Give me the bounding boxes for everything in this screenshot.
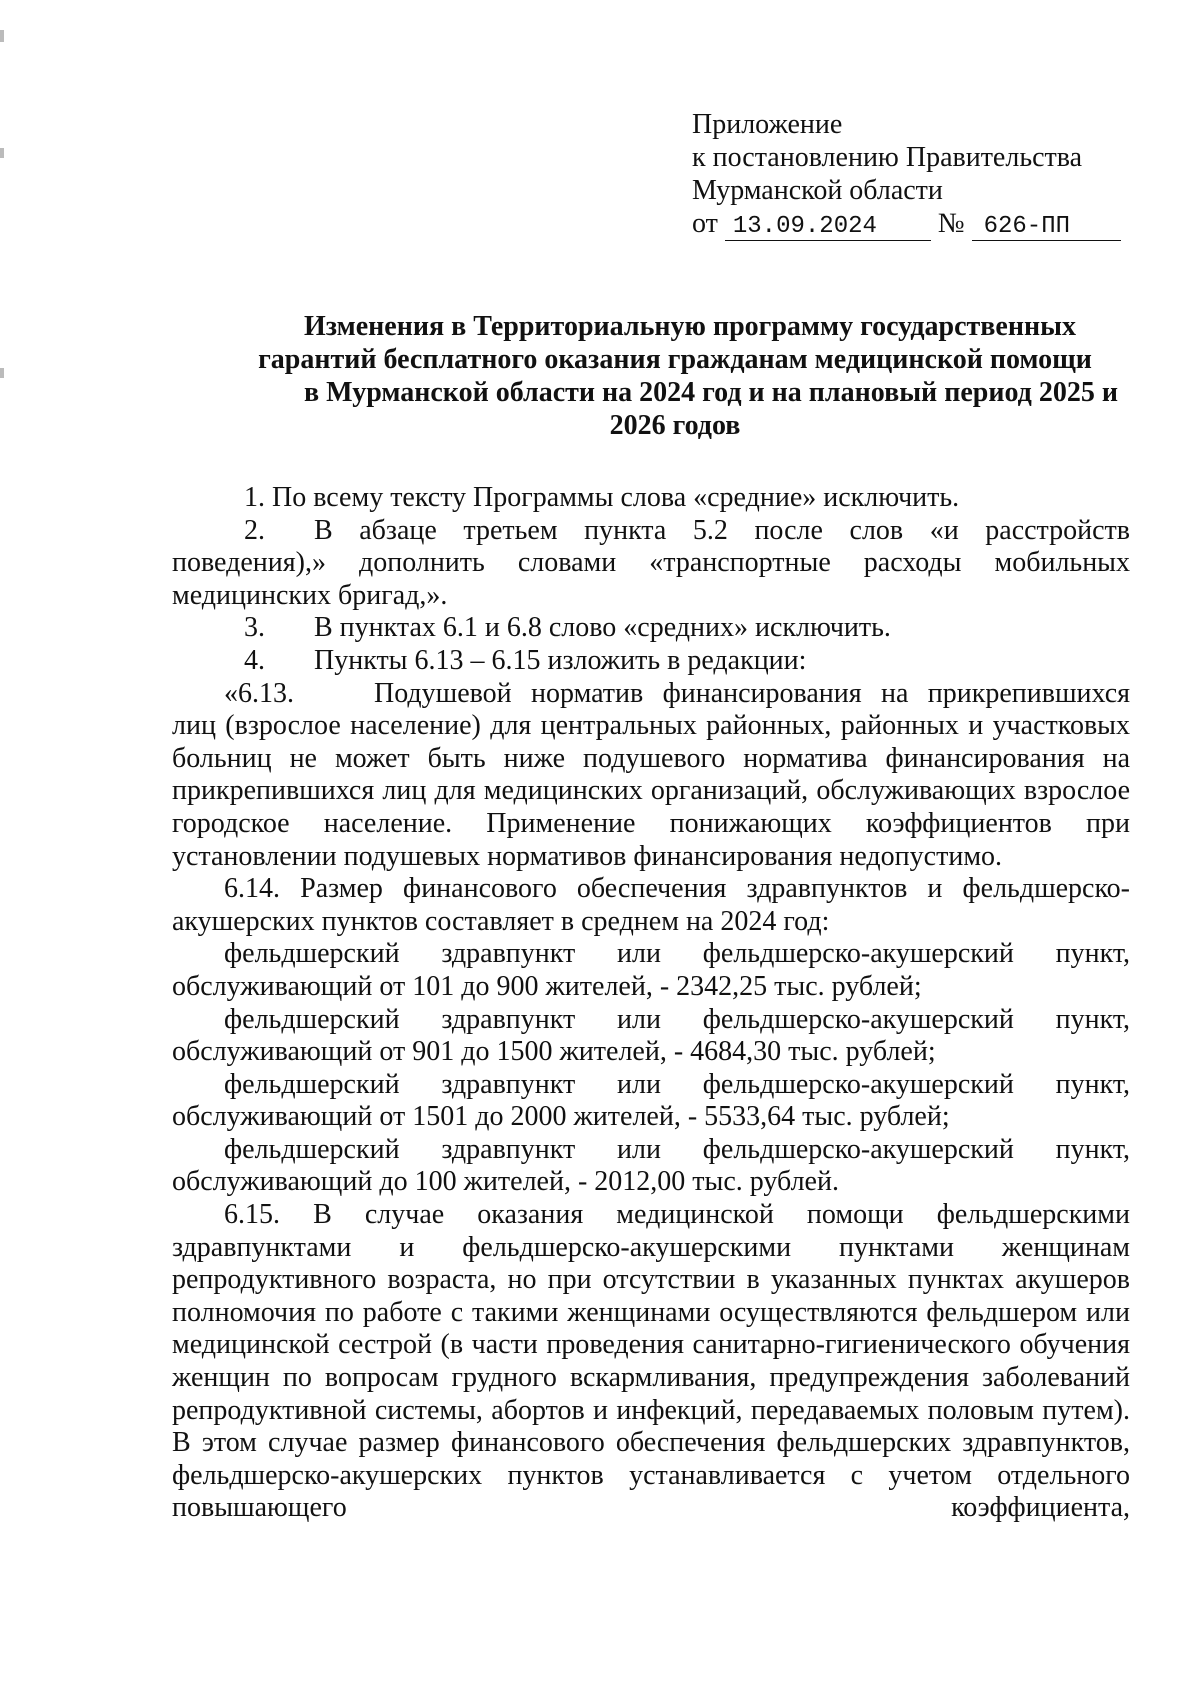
- approval-header: [692, 108, 1121, 241]
- item-2: [172, 515, 1130, 613]
- item-4-number: 4.: [244, 644, 265, 676]
- header-line-resolution: к постановлению Правительства: [692, 142, 1083, 173]
- paragraph-6-14: 6.14. Размер финансового обеспечения здравпунктов и фельдшерско-акушерских пунктов составляет в среднем на 2024 год:: [172, 873, 1130, 937]
- header-line-region: Мурманской области: [692, 175, 943, 206]
- header-line-appendix: Приложение: [692, 109, 843, 140]
- scan-edge-mark: [0, 30, 4, 42]
- paragraph-6-13-number: «6.13.: [224, 677, 294, 709]
- title-line-2: гарантий бесплатного оказания гражданам медицинской помощи: [258, 344, 1092, 375]
- item-3: [172, 612, 1130, 645]
- item-3-number: 3.: [244, 612, 265, 644]
- item-2-text: В абзаце третьем пункта 5.2 после слов «и расстройств поведения),» дополнить словами «транспортные расходы мобильных медицинских бригад,».: [172, 514, 1130, 611]
- fap-item-2: фельдшерский здравпункт или фельдшерско-акушерский пункт, обслуживающий от 901 до 1500 жителей, - 4684,30 тыс. рублей;: [172, 1003, 1130, 1068]
- document-title: [200, 310, 1150, 442]
- fap-item-3: фельдшерский здравпункт или фельдшерско-акушерский пункт, обслуживающий от 1501 до 2000 жителей, - 5533,64 тыс. рублей;: [172, 1068, 1130, 1133]
- title-line-1: Изменения в Территориальную программу государственных: [304, 311, 1076, 342]
- paragraph-6-15: 6.15. В случае оказания медицинской помощи фельдшерскими здравпунктами и фельдшерско-акушерскими пунктами женщинам репродуктивного возраста, но при отсутствии в указанных пунктах акушеров полномочия по работе с такими женщинами осуществляются фельдшером или медицинской сестрой (в части проведения санитарно-гигиенического обучения женщин по вопросам грудного вскармливания, предупреждения заболеваний репродуктивной системы, абортов и инфекций, передаваемых половым путем). В этом случае размер финансового обеспечения фельдшерских здравпунктов, фельдшерско-акушерских пунктов устанавливается с учетом отдельного повышающего коэффициента,: [172, 1199, 1130, 1524]
- scan-edge-mark: [0, 368, 4, 378]
- document-body: [172, 482, 1130, 1525]
- title-line-3: в Мурманской области на 2024 год и на плановый период 2025 и: [304, 377, 1118, 408]
- item-2-number: 2.: [244, 514, 265, 546]
- title-line-4: 2026 годов: [609, 410, 741, 441]
- fap-item-4: фельдшерский здравпункт или фельдшерско-акушерский пункт, обслуживающий до 100 жителей, - 2012,00 тыс. рублей.: [172, 1133, 1130, 1198]
- item-4-text: Пункты 6.13 – 6.15 изложить в редакции:: [314, 644, 807, 676]
- paragraph-6-13: [172, 678, 1130, 874]
- scan-edge-mark: [0, 148, 4, 158]
- item-3-text: В пунктах 6.1 и 6.8 слово «средних» исключить.: [314, 612, 891, 644]
- number-sign: №: [937, 208, 965, 239]
- resolution-number: 626-ПП: [972, 214, 1121, 241]
- header-line-date-number: [692, 207, 1121, 241]
- resolution-date: 13.09.2024: [725, 214, 931, 241]
- paragraph-6-13-text: Подушевой норматив финансирования на прикрепившихся лиц (взрослое население) для центральных районных, районных и участковых больниц не может быть ниже подушевого норматива финансирования на прикрепившихся лиц для медицинских организаций, обслуживающих взрослое городское население. Применение понижающих коэффициентов при установлении подушевых нормативов финансирования недопустимо.: [172, 677, 1130, 872]
- date-prefix: от: [692, 208, 718, 239]
- item-4: [172, 645, 1130, 678]
- fap-item-1: фельдшерский здравпункт или фельдшерско-акушерский пункт, обслуживающий от 101 до 900 жителей, - 2342,25 тыс. рублей;: [172, 938, 1130, 1002]
- item-1: 1. По всему тексту Программы слова «средние» исключить.: [244, 482, 960, 513]
